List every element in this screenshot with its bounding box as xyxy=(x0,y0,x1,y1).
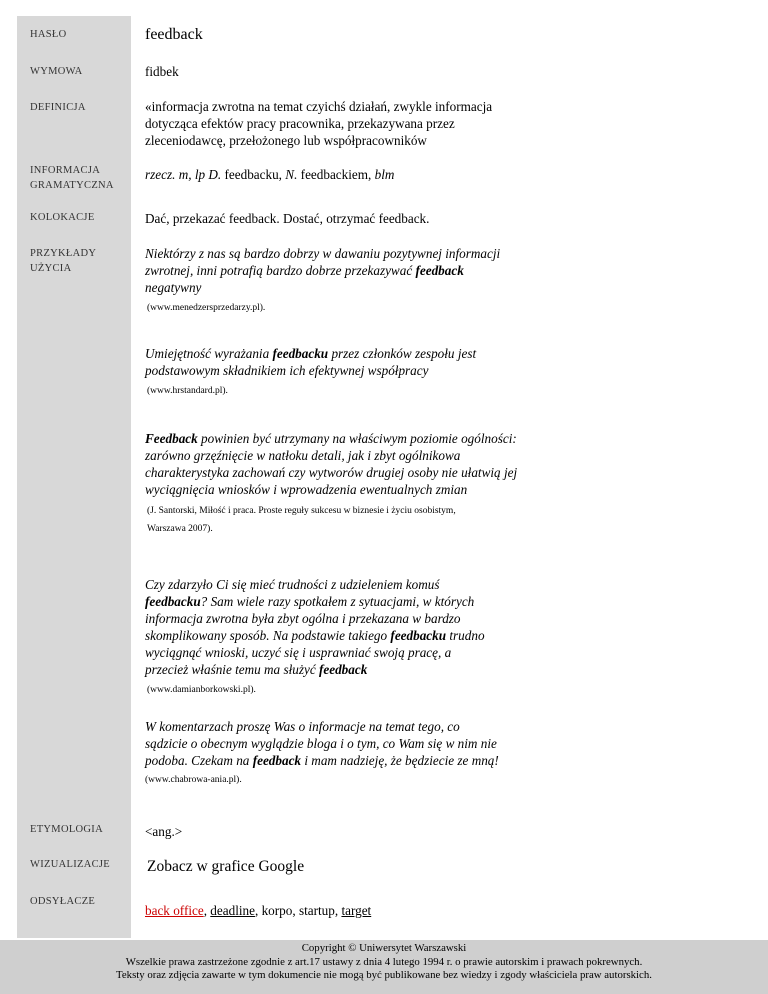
grammar-form: feedbackiem, xyxy=(297,167,375,182)
label-haslo: HASŁO xyxy=(30,29,67,40)
copyright-footer xyxy=(0,940,768,994)
etymology: <ang.> xyxy=(145,824,183,839)
example-source: (www.menedzersprzedarzy.pl). xyxy=(147,303,266,313)
example-text: trudno wyciągnąć wnioski, uczyć się i usprawniać swoją pracę, a przecież właśnie temu ma służyć xyxy=(145,628,485,677)
cross-ref: startup xyxy=(298,903,335,918)
label-kolokacje: KOLOKACJE xyxy=(30,212,95,223)
example-text: i mam nadzieję, że będziecie ze mną! xyxy=(301,753,499,768)
example-text: Umiejętność wyrażania xyxy=(145,346,273,361)
example-source: (www.chabrowa-ania.pl). xyxy=(145,775,242,785)
label-wymowa: WYMOWA xyxy=(30,66,83,77)
label-przyklady-uzycia: PRZYKŁADY UŻYCIA xyxy=(30,248,96,274)
example-text: Czy zdarzyło Ci się mieć trudności z udzieleniem komuś xyxy=(145,577,440,592)
example-headword: feedback xyxy=(415,263,464,278)
footer-line: Wszelkie prawa zastrzeżone zgodnie z art.17 ustawy z dnia 4 lutego 1994 r. o prawie autorskim i prawach pokrewnych. xyxy=(125,955,643,968)
collocations: Dać, przekazać feedback. Dostać, otrzymać feedback. xyxy=(145,211,430,226)
example-text: powinien być utrzymany na właściwym poziomie ogólności: zarówno grzęźnięcie w natłoku detali, jak i zbyt ogólnikowa charakterystyka zachowań czy wytworów drugiej osoby nie ułatwią jej wyciągnięcia wniosków i wprowadzenia ewentualnych zmian xyxy=(145,431,518,497)
example-text: Niektórzy z nas są bardzo dobrzy w dawaniu pozytywnej informacji zwrotnej, inni potrafią bardzo dobrze przekazywać xyxy=(145,246,501,278)
usage-example xyxy=(145,245,505,317)
label-etymologia: ETYMOLOGIA xyxy=(30,824,103,835)
usage-example xyxy=(145,430,520,538)
label-odsylacze: ODSYŁACZE xyxy=(30,896,96,907)
example-headword: feedbacku xyxy=(390,628,447,643)
example-source: (www.damianborkowski.pl). xyxy=(147,685,256,695)
label-informacja-gramatyczna: INFORMACJA GRAMATYCZNA xyxy=(30,165,114,191)
cross-ref-link[interactable]: back office xyxy=(145,903,204,918)
example-headword: Feedback xyxy=(145,431,198,446)
cross-ref-link[interactable]: deadline xyxy=(210,903,255,918)
grammar-abbr: N. xyxy=(285,167,298,182)
footer-line: Teksty oraz zdjęcia zawarte w tym dokumencie nie mogą być publikowane bez wiedzy i zgody właściciela praw autorskich. xyxy=(116,969,652,981)
cross-ref-link[interactable]: target xyxy=(341,903,372,918)
label-definicja: DEFINICJA xyxy=(30,102,86,113)
headword: feedback xyxy=(145,26,203,43)
label-column xyxy=(17,16,131,938)
example-text: W komentarzach proszę Was o informacje na temat tego, co sądzicie o obecnym wyglądzie bloga i o tym, co Wam się w nim nie podoba. Czekam na xyxy=(145,719,497,768)
example-source: (www.hrstandard.pl). xyxy=(147,386,228,396)
google-images-link[interactable]: Zobacz w grafice Google xyxy=(147,858,305,875)
example-headword: feedbacku xyxy=(272,346,329,361)
cross-ref: korpo xyxy=(261,903,293,918)
example-text: ? Sam wiele razy spotkałem z sytuacjami, w których informacja zwrotna była zbyt ogólna i przekazana w bardzo skomplikowany sposób. Na podstawie takiego xyxy=(145,594,475,643)
usage-example xyxy=(145,718,505,789)
usage-example xyxy=(145,576,495,699)
label-wizualizacje: WIZUALIZACJE xyxy=(30,859,110,870)
pronunciation: fidbek xyxy=(145,64,179,79)
usage-example xyxy=(145,345,505,400)
grammar-info xyxy=(145,166,505,183)
footer-line: Copyright © Uniwersytet Warszawski xyxy=(301,942,467,954)
cross-references: back office, deadline, korpo, startup, target xyxy=(145,903,372,918)
example-headword: feedback xyxy=(252,753,302,768)
grammar-abbr: rzecz. m, lp D. xyxy=(145,167,222,182)
grammar-abbr: blm xyxy=(374,167,395,182)
example-text: przez członków zespołu jest podstawowym składnikiem ich efektywnej współpracy xyxy=(145,346,477,378)
example-headword: feedbacku xyxy=(145,594,201,609)
example-text: negatywny xyxy=(145,280,202,295)
definition: «informacja zwrotna na temat czyichś działań, zwykle informacja dotycząca efektów pracy pracownika, przekazywana przez zleceniodawcę, przełożonego lub współpracowników xyxy=(145,99,493,148)
example-headword: feedback xyxy=(318,662,368,677)
example-source: (J. Santorski, Miłość i praca. Proste reguły sukcesu w biznesie i życiu osobistym, Warszawa 2007). xyxy=(147,506,456,534)
grammar-form: feedbacku, xyxy=(221,167,286,182)
